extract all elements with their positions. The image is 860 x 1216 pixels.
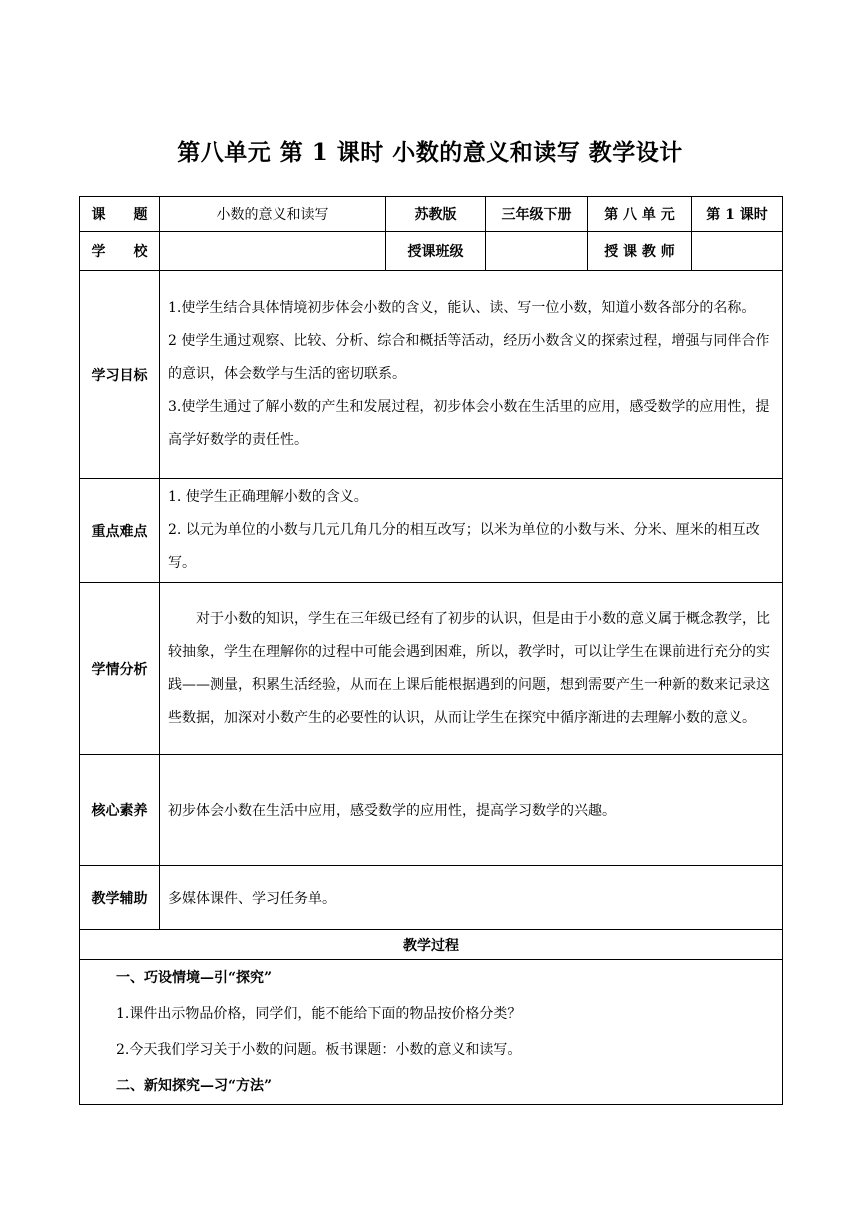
- process-header-row: [80, 930, 783, 960]
- school-value: [160, 232, 386, 271]
- teacher-label: 授 课 教 师: [588, 232, 692, 271]
- publisher: 苏教版: [386, 197, 486, 232]
- topic-value: 小数的意义和读写: [160, 197, 386, 232]
- key-points-content: [160, 479, 783, 583]
- analysis-label: 学情分析: [80, 583, 160, 755]
- key-points-row: [80, 479, 783, 583]
- class-label: 授课班级: [386, 232, 486, 271]
- goal-item: 1.使学生结合具体情境初步体会小数的含义，能认、读、写一位小数，知道小数各部分的名称。: [168, 300, 756, 316]
- process-section-heading: 二、新知探究—习“方法”: [116, 1078, 273, 1094]
- class-value: [486, 232, 588, 271]
- key-point-item: 2. 以元为单位的小数与几元几角几分的相互改写；以米为单位的小数与米、分米、厘米的相互改写。: [168, 522, 760, 571]
- aids-label: 教学辅助: [80, 866, 160, 930]
- goals-label: 学习目标: [80, 271, 160, 479]
- analysis-content: [160, 583, 783, 755]
- unit: 第 八 单 元: [588, 197, 692, 232]
- analysis-text: 对于小数的知识，学生在三年级已经有了初步的认识，但是由于小数的意义属于概念教学，比较抽象，学生在理解你的过程中可能会遇到困难，所以，教学时，可以让学生在课前进行充分的实践——测量，积累生活经验，从而在上课后能根据遇到的问题，想到需要产生一种新的数来记录这些数据，加深对小数产生的必要性的认识，从而让学生在探究中循序渐进的去理解小数的意义。: [168, 610, 770, 726]
- literacy-content: 初步体会小数在生活中应用，感受数学的应用性，提高学习数学的兴趣。: [160, 755, 783, 866]
- process-content-row: [80, 960, 783, 1105]
- header-row: [80, 197, 783, 232]
- literacy-label: 核心素养: [80, 755, 160, 866]
- aids-row: [80, 866, 783, 930]
- process-header: 教学过程: [80, 930, 783, 960]
- process-section-heading: 一、巧设情境—引“探究”: [116, 970, 273, 986]
- school-row: [80, 232, 783, 271]
- process-step: 1.课件出示物品价格，同学们，能不能给下面的物品按价格分类？: [116, 1006, 522, 1022]
- school-label: 学 校: [80, 232, 160, 271]
- aids-content: 多媒体课件、学习任务单。: [160, 866, 783, 930]
- goals-content: [160, 271, 783, 479]
- literacy-row: [80, 755, 783, 866]
- document-title: 第八单元 第 1 课时 小数的意义和读写 教学设计: [177, 139, 683, 166]
- teacher-value: [692, 232, 783, 271]
- key-point-item: 1. 使学生正确理解小数的含义。: [168, 489, 368, 505]
- analysis-row: [80, 583, 783, 755]
- process-step: 2.今天我们学习关于小数的问题。板书课题：小数的意义和读写。: [116, 1042, 522, 1058]
- goal-item: 2 使学生通过观察、比较、分析、综合和概括等活动，经历小数含义的探索过程，增强与同伴合作的意识，体会数学与生活的密切联系。: [168, 333, 770, 382]
- lesson-plan-table: [79, 196, 783, 1105]
- lesson-number: 第 1 课时: [692, 197, 783, 232]
- goals-row: [80, 271, 783, 479]
- goal-item: 3.使学生通过了解小数的产生和发展过程，初步体会小数在生活里的应用，感受数学的应用性，提高学好数学的责任性。: [168, 399, 770, 448]
- key-points-label: 重点难点: [80, 479, 160, 583]
- topic-label: 课 题: [80, 197, 160, 232]
- process-content: [80, 960, 783, 1105]
- grade: 三年级下册: [486, 197, 588, 232]
